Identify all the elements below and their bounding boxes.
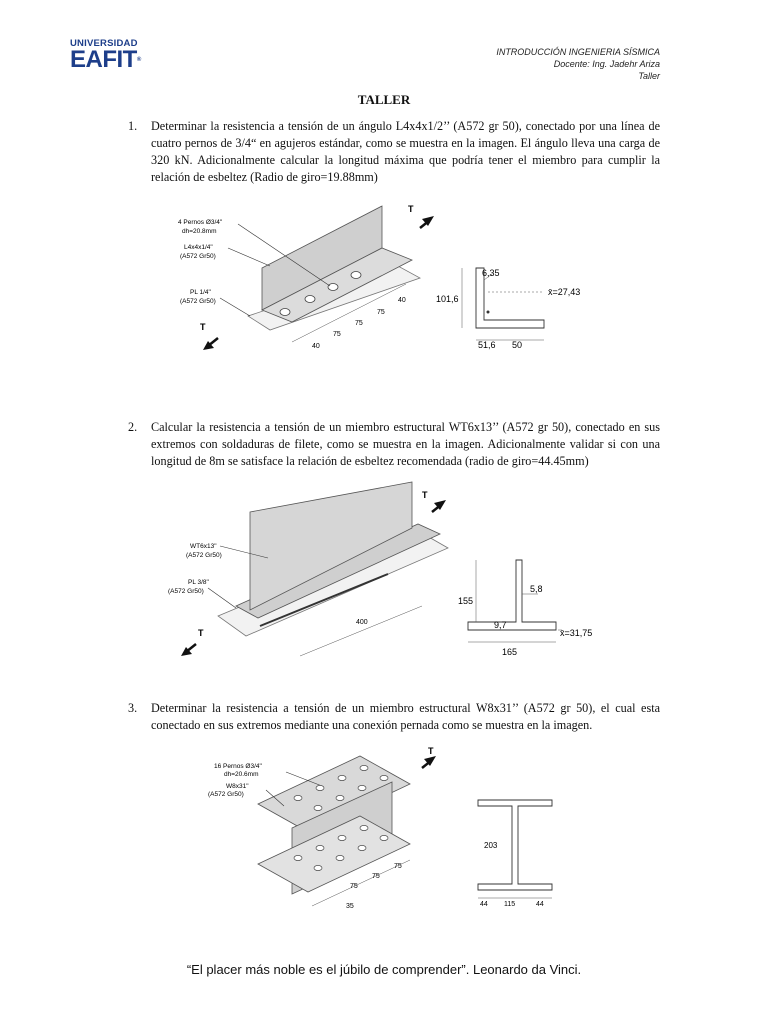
fig1-plate-label: PL 1/4" [190,289,211,296]
fig3-bolts-label: 16 Pernos Ø3/4" [214,763,262,770]
dim-text: 5,8 [530,584,543,594]
force-label: T [408,204,414,214]
figure-1-section [432,262,607,352]
bolt-hole [305,296,315,303]
dim-text: 40 [312,343,320,350]
figure-3-isometric [200,746,450,916]
bolt-hole [336,855,344,860]
dim-text: 165 [502,647,518,657]
bolt-hole [280,309,290,316]
dim-text: 75 [350,883,358,890]
dim-text: 50 [512,340,523,350]
force-label: T [422,490,428,500]
dim-text: 75 [377,309,385,316]
dim-text: 44 [536,901,544,908]
logo-main-text: EAFIT [70,46,137,73]
course-name: INTRODUCCIÓN INGENIERIA SÍSMICA [496,47,660,57]
dim-text: 9,7 [494,620,507,630]
force-label: T [198,628,204,638]
bolt-hole [294,795,302,800]
figure-2-section [458,556,618,660]
bolt-hole [336,795,344,800]
question-2 [128,419,660,470]
question-number: 1. [128,119,138,133]
bolt-hole [380,775,388,780]
fig1-plate-grade: (A572 Gr50) [180,298,216,305]
force-label: T [428,746,434,756]
fig3-dh-label: dh=20.6mm [224,771,259,778]
logo-top-text: UNIVERSIDAD [70,38,138,49]
bolt-hole [316,845,324,850]
bolt-hole [338,835,346,840]
fig2-plate-label: PL 3/8" [188,579,209,586]
dim-text: 115 [504,901,516,908]
question-text: Calcular la resistencia a tensión de un miembro estructural WT6x13’’ (A572 gr 50), conectado en sus extremos con soldaduras de filete, como se muestra en la imagen. Adicionalmente validar si con una longitud de 8m se satisface la relación de esbeltez recomendada (radio de giro=44.45mm) [151,420,660,468]
header-info [496,46,660,82]
dim-text: 51,6 [478,340,496,350]
dim-text: 40 [398,297,406,304]
fig1-member-grade: (A572 Gr50) [180,253,216,260]
fig3-member-grade: (A572 Gr50) [208,791,244,798]
fig1-dh-label: dh=20.8mm [182,228,217,235]
dim-text: 75 [372,873,380,880]
dim-text: 75 [333,331,341,338]
question-1 [128,118,660,186]
fig2-member-grade: (A572 Gr50) [186,552,222,559]
fig3-member-label: W8x31" [226,783,249,790]
figure-1-isometric [170,198,440,358]
dim-text: 6,35 [482,268,500,278]
dim-text: 400 [356,619,368,626]
fig2-member-label: WT6x13" [190,543,217,550]
dim-text: x̄=31,75 [560,628,593,638]
logo-reg-mark: ® [136,57,141,63]
footer-quote: “El placer más noble es el júbilo de comprender”. Leonardo da Vinci. [186,962,582,977]
wt-section-shape [468,560,556,630]
bolt-hole [360,825,368,830]
dim-text: 203 [484,841,498,850]
fig2-plate-grade: (A572 Gr50) [168,588,204,595]
bolt-hole [294,855,302,860]
eafit-logo [70,38,150,72]
teacher-name: Docente: Ing. Jadehr Ariza [553,59,660,69]
page-title: TALLER [357,92,411,107]
figure-3-section [472,796,572,908]
question-3 [128,700,660,734]
question-text: Determinar la resistencia a tensión de un miembro estructural W8x31’’ (A572 gr 50), el cual esta conectado en sus extremos mediante una conexión pernada como se muestra en la imagen. [151,701,660,732]
fig1-member-label: L4x4x1/4" [184,244,213,251]
force-label: T [200,322,206,332]
bolt-hole [328,284,338,291]
dim-text: 155 [458,596,474,606]
bolt-hole [314,805,322,810]
dim-text: 75 [355,320,363,327]
figure-2-isometric [160,478,470,668]
bolt-hole [358,845,366,850]
dim-text: 75 [394,863,402,870]
dim-text: 101,6 [436,294,459,304]
dim-text: 35 [346,903,354,910]
bolt-hole [360,765,368,770]
question-text: Determinar la resistencia a tensión de un ángulo L4x4x1/2’’ (A572 gr 50), conectado por una línea de cuatro pernos de 3/4“ en agujeros estándar, como se muestra en la imagen. El ángulo lleva una carga de 320 kN. Adicionalmente calcular la longitud máxima que podría tener el miembro para cumplir la relación de esbeltez (Radio de giro=19.88mm) [151,119,660,184]
bolt-hole [314,865,322,870]
bolt-hole [316,785,324,790]
question-number: 2. [128,420,138,434]
bolt-hole [338,775,346,780]
fig1-bolts-label: 4 Pernos Ø3/4" [178,219,223,226]
dim-text: x̄=27,43 [548,287,581,297]
document-type: Taller [638,71,660,81]
bolt-hole [380,835,388,840]
bolt-hole [351,272,361,279]
bolt-hole [358,785,366,790]
dim-text: 44 [480,901,488,908]
question-number: 3. [128,701,138,715]
